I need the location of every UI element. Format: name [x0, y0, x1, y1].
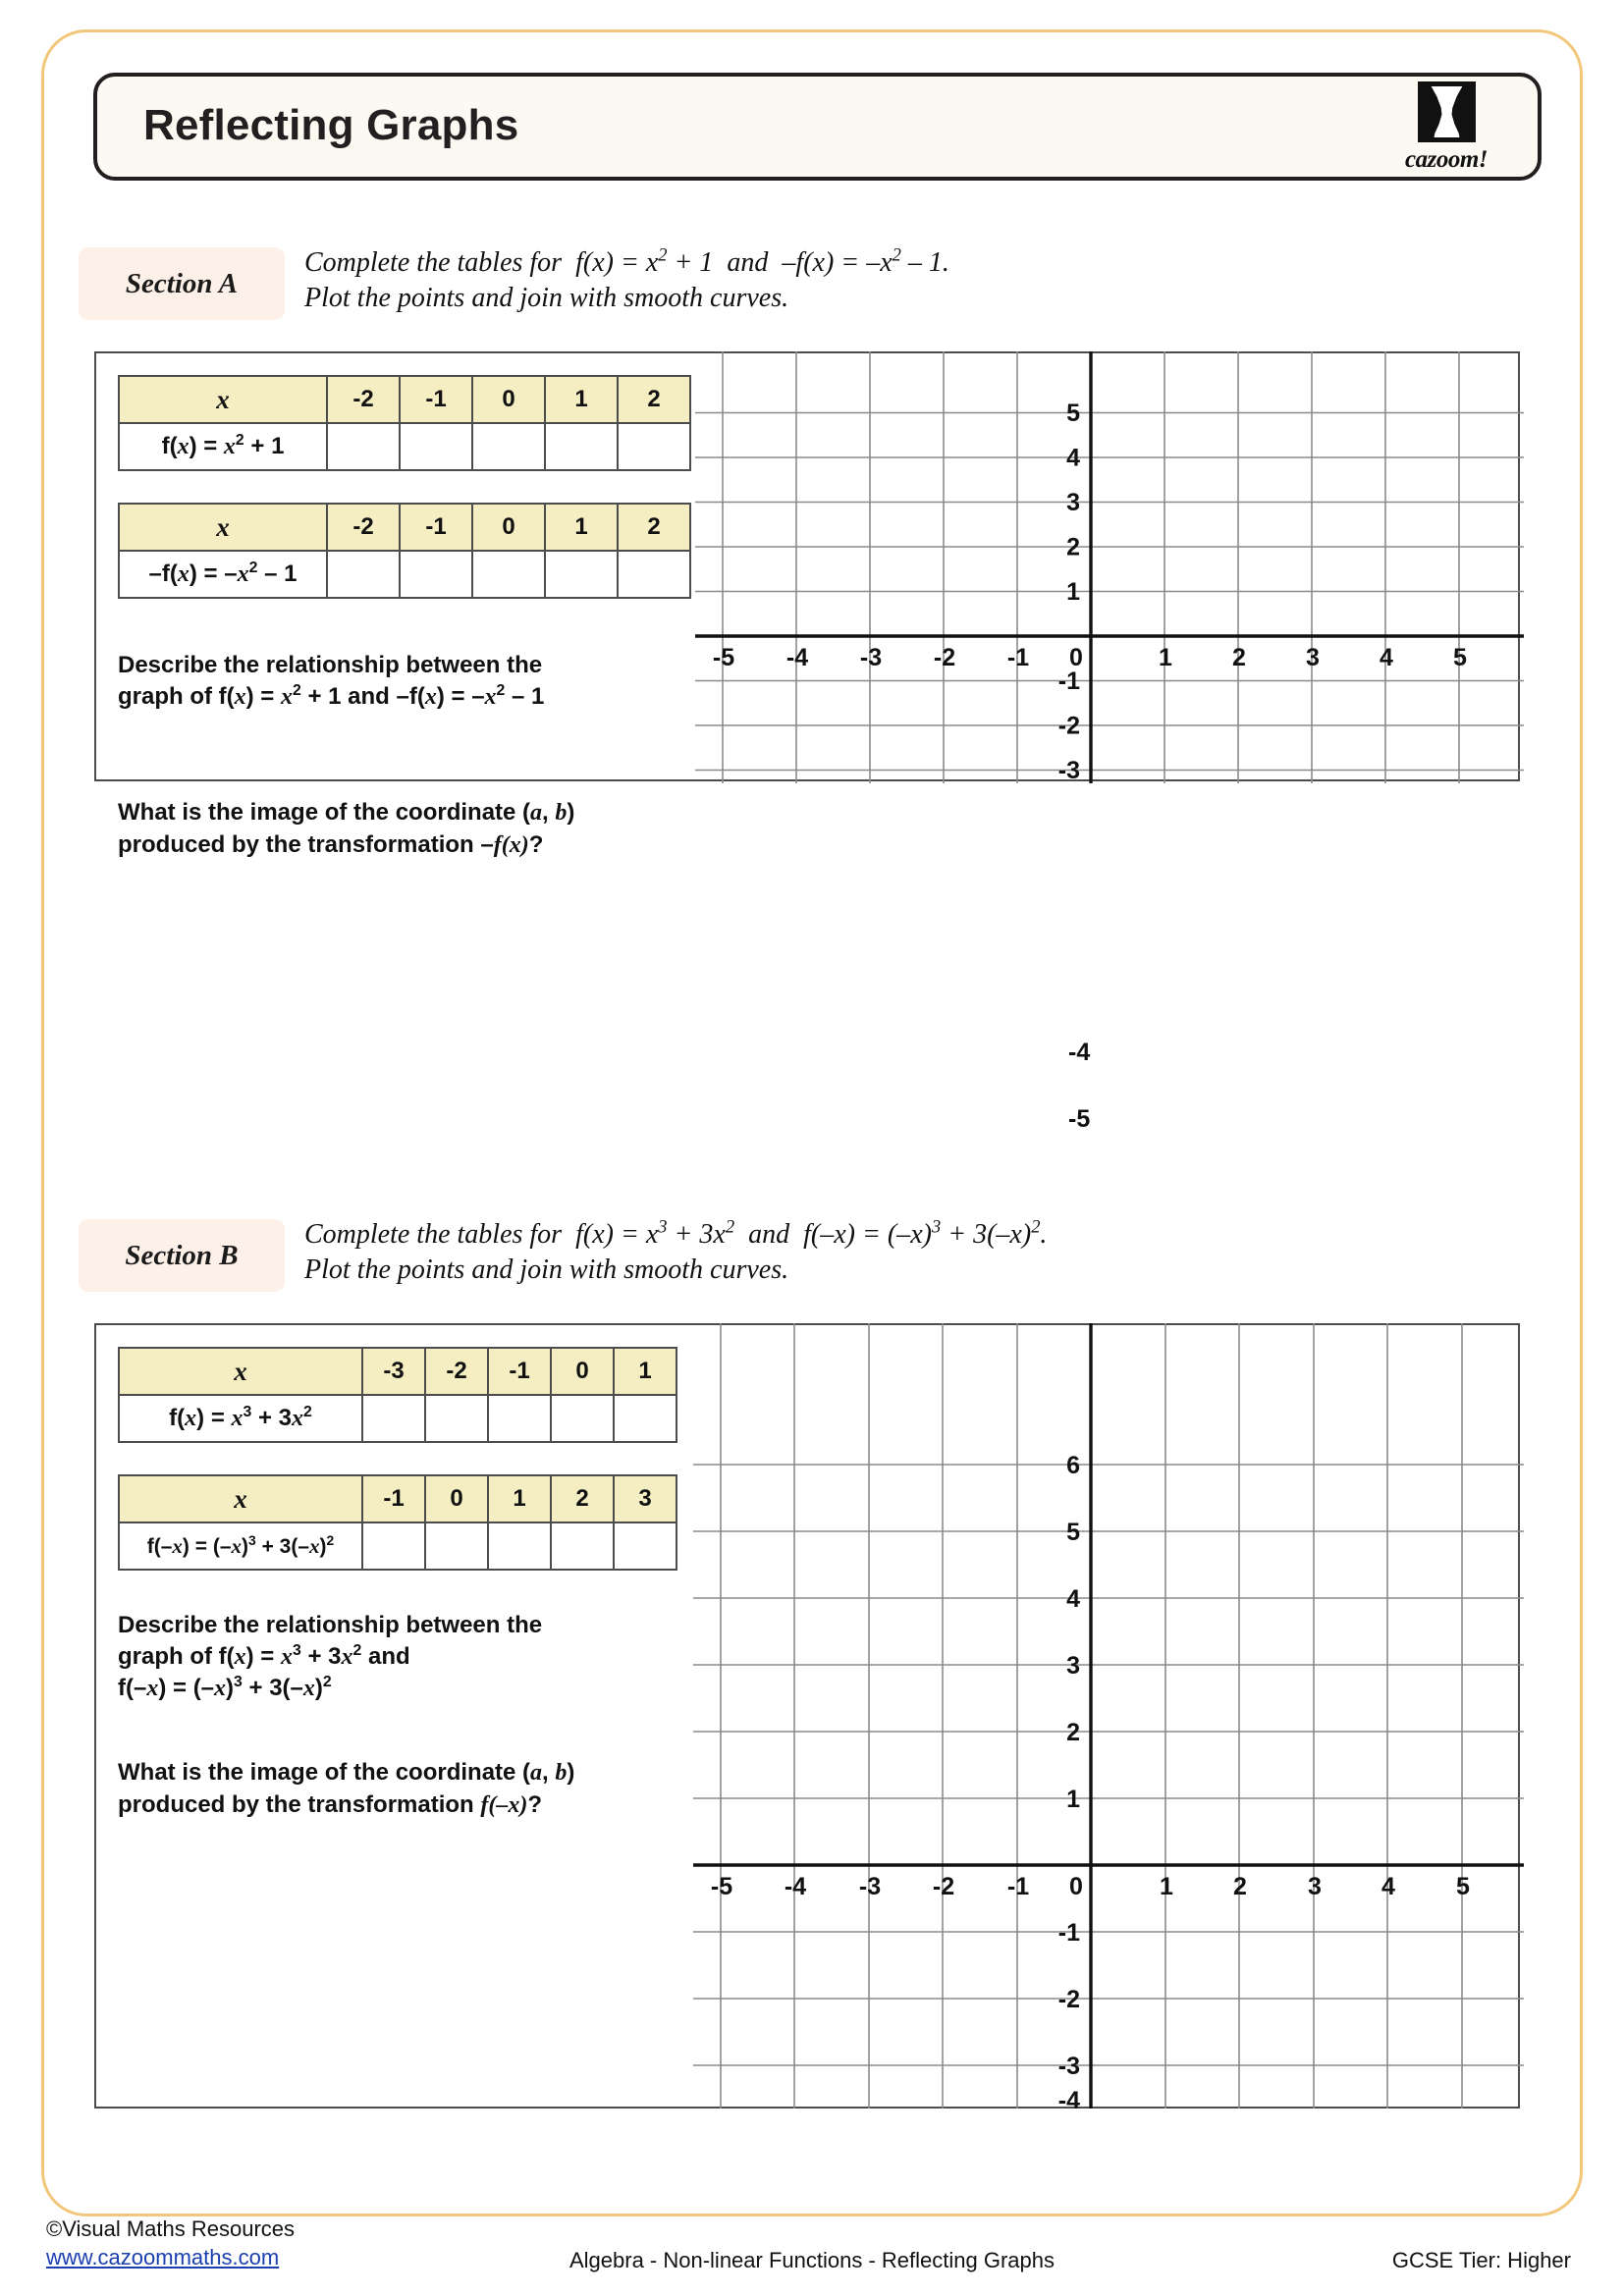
section-a-ylabel-minus5: -5 [1068, 1105, 1091, 1133]
svg-text:-2: -2 [933, 644, 956, 671]
section-b-instructions [304, 1217, 1047, 1288]
svg-text:-2: -2 [1057, 1986, 1080, 2013]
answer-cell[interactable] [614, 1522, 677, 1570]
table-header-x: x [119, 1348, 362, 1395]
answer-cell[interactable] [545, 551, 618, 598]
logo-square-icon [1418, 81, 1476, 142]
svg-text:1: 1 [1066, 578, 1080, 606]
svg-text:5: 5 [1066, 400, 1080, 427]
section-b-prompt-image [118, 1757, 687, 1821]
svg-text:-5: -5 [710, 1873, 733, 1900]
section-a-instructions [304, 245, 949, 316]
footer-topic: Algebra - Non-linear Functions - Reflecting Graphs [568, 2248, 1055, 2272]
svg-text:1: 1 [1160, 1873, 1173, 1900]
answer-cell[interactable] [472, 423, 545, 470]
svg-text:2: 2 [1066, 1719, 1080, 1746]
svg-text:3: 3 [1066, 1652, 1080, 1680]
table-header-cell: -1 [400, 504, 472, 551]
section-a-prompt-describe-line-2: graph of $f(x) = x^2 + 1$ and $-f(x) = -x^2 - 1$ [118, 681, 545, 710]
svg-text:-2: -2 [932, 1873, 955, 1900]
section-b-graph[interactable] [693, 1323, 1524, 2114]
table-row [119, 1522, 677, 1570]
table-header-x: x [119, 504, 327, 551]
svg-text:0: 0 [1069, 644, 1083, 671]
svg-text:-1: -1 [1057, 667, 1080, 695]
table-header-cell: 0 [551, 1348, 614, 1395]
table-header-cell: -1 [362, 1475, 425, 1522]
section-a-table-1 [118, 375, 691, 471]
svg-text:5: 5 [1066, 1519, 1080, 1546]
section-b-prompt-image-line-1: What is the image of the coordinate (a, b) [118, 1759, 575, 1786]
section-a-graph[interactable] [695, 351, 1524, 783]
svg-text:2: 2 [1233, 1873, 1247, 1900]
svg-text:3: 3 [1308, 1873, 1322, 1900]
svg-text:4: 4 [1066, 444, 1080, 472]
section-b-label-text: Section B [125, 1239, 239, 1271]
section-b-content-box [94, 1323, 1520, 2114]
answer-cell[interactable] [425, 1522, 488, 1570]
svg-text:2: 2 [1232, 644, 1246, 671]
table-header-cell: 1 [488, 1475, 551, 1522]
section-b-label [79, 1219, 285, 1292]
svg-text:4: 4 [1380, 644, 1393, 671]
svg-text:4: 4 [1066, 1585, 1080, 1613]
table-header-cell: -2 [425, 1348, 488, 1395]
svg-text:4: 4 [1381, 1873, 1395, 1900]
footer-website-link[interactable]: www.cazoommaths.com [46, 2245, 280, 2270]
svg-text:-1: -1 [1006, 644, 1030, 671]
section-b-prompt-describe-line-3: $f(-x) = (-x)^3 + 3(-x)^2$ [118, 1674, 332, 1702]
section-b-instruction-line-1: Complete the tables for $f(x) = x^3 + 3x^2$ and $f(-x) = (-x)^3 + 3(-x)^2$. [304, 1216, 1048, 1250]
table-header-cell: -2 [327, 504, 400, 551]
svg-text:3: 3 [1306, 644, 1320, 671]
table-row [119, 376, 690, 423]
footer-copyright: ©Visual Maths Resources [46, 2216, 296, 2241]
section-a-content-box [94, 351, 1520, 858]
svg-text:-5: -5 [712, 644, 735, 671]
table-header-cell: -1 [400, 376, 472, 423]
section-b-prompt-describe-line-2: graph of $f(x) = x^3 + 3x^2$ and [118, 1641, 410, 1670]
table-row [119, 423, 690, 470]
svg-text:-4: -4 [784, 1873, 807, 1900]
section-a-label [79, 247, 285, 320]
cazoom-logo [1388, 81, 1504, 172]
section-a-prompt-image [118, 797, 687, 861]
footer-tier: GCSE Tier: Higher [1391, 2248, 1571, 2272]
answer-cell[interactable] [327, 551, 400, 598]
logo-wordmark: cazoom! [1405, 146, 1488, 173]
table-header-cell: 1 [545, 504, 618, 551]
answer-cell[interactable] [425, 1395, 488, 1442]
section-a-prompt-describe [118, 650, 687, 713]
table-header-cell: 1 [545, 376, 618, 423]
svg-text:-3: -3 [1057, 757, 1080, 784]
section-b-instruction-line-2: Plot the points and join with smooth curves. [304, 1254, 789, 1285]
section-a-label-text: Section A [125, 267, 239, 299]
hourglass-vase-icon [1430, 86, 1465, 137]
table-row [119, 551, 690, 598]
section-a-table-2 [118, 503, 691, 599]
table-row [119, 1348, 677, 1395]
section-b-prompt-describe-line-1: Describe the relationship between the [118, 1612, 543, 1638]
section-b-table-2 [118, 1474, 677, 1571]
section-a-prompt-image-line-2: produced by the transformation –f(x)? [118, 830, 544, 858]
table-header-x: x [119, 1475, 362, 1522]
answer-cell[interactable] [362, 1522, 425, 1570]
answer-cell[interactable] [400, 551, 472, 598]
answer-cell[interactable] [362, 1395, 425, 1442]
svg-text:-1: -1 [1057, 1919, 1080, 1947]
svg-text:1: 1 [1066, 1786, 1080, 1813]
section-b-table-1 [118, 1347, 677, 1443]
table-header-cell: 2 [618, 504, 690, 551]
table-row [119, 504, 690, 551]
table-header-cell: 0 [425, 1475, 488, 1522]
table-header-cell: 2 [551, 1475, 614, 1522]
table-header-x: x [119, 376, 327, 423]
table-row-label: $-f(x) = -x^2 - 1$ [119, 551, 327, 598]
answer-cell[interactable] [545, 423, 618, 470]
section-a-ylabel-minus4: -4 [1068, 1039, 1091, 1066]
svg-text:3: 3 [1066, 489, 1080, 516]
table-header-cell: -1 [488, 1348, 551, 1395]
answer-cell[interactable] [327, 423, 400, 470]
svg-text:-2: -2 [1057, 712, 1080, 740]
answer-cell[interactable] [618, 423, 690, 470]
answer-cell[interactable] [551, 1522, 614, 1570]
page-title: Reflecting Graphs [143, 101, 519, 149]
section-a-prompt-image-line-1: What is the image of the coordinate (a, b) [118, 799, 575, 826]
svg-text:-3: -3 [1057, 2053, 1080, 2080]
svg-text:-4: -4 [785, 644, 809, 671]
svg-text:0: 0 [1069, 1873, 1083, 1900]
table-row [119, 1475, 677, 1522]
answer-cell[interactable] [488, 1522, 551, 1570]
svg-text:2: 2 [1066, 533, 1080, 561]
table-header-cell: 3 [614, 1475, 677, 1522]
svg-text:6: 6 [1066, 1452, 1080, 1479]
svg-text:5: 5 [1456, 1873, 1470, 1900]
table-header-cell: 1 [614, 1348, 677, 1395]
table-row-label: $f(-x) = (-x)^3 + 3(-x)^2$ [119, 1522, 362, 1570]
section-a-instruction-line-2: Plot the points and join with smooth curves. [304, 282, 789, 313]
answer-cell[interactable] [488, 1395, 551, 1442]
svg-text:-4: -4 [1057, 2087, 1080, 2114]
answer-cell[interactable] [618, 551, 690, 598]
section-a-prompt-describe-line-1: Describe the relationship between the [118, 652, 543, 678]
worksheet-title-bar [93, 73, 1542, 181]
answer-cell[interactable] [614, 1395, 677, 1442]
table-header-cell: 0 [472, 376, 545, 423]
table-header-cell: -2 [327, 376, 400, 423]
svg-text:-3: -3 [858, 1873, 882, 1900]
svg-text:1: 1 [1159, 644, 1172, 671]
answer-cell[interactable] [400, 423, 472, 470]
section-b-prompt-image-line-2: produced by the transformation f(–x)? [118, 1790, 543, 1818]
table-header-cell: -3 [362, 1348, 425, 1395]
answer-cell[interactable] [472, 551, 545, 598]
svg-text:5: 5 [1453, 644, 1467, 671]
table-row-label: $f(x) = x^3 + 3x^2$ [119, 1395, 362, 1442]
section-a-instruction-line-1: Complete the tables for $f(x) = x^2 + 1$ and $-f(x) = -x^2 - 1$. [304, 244, 949, 278]
svg-text:-1: -1 [1006, 1873, 1030, 1900]
table-row [119, 1395, 677, 1442]
section-b-prompt-describe [118, 1610, 687, 1705]
table-row-label: $f(x) = x^2 + 1$ [119, 423, 327, 470]
table-header-cell: 0 [472, 504, 545, 551]
svg-text:-3: -3 [859, 644, 883, 671]
table-header-cell: 2 [618, 376, 690, 423]
answer-cell[interactable] [551, 1395, 614, 1442]
